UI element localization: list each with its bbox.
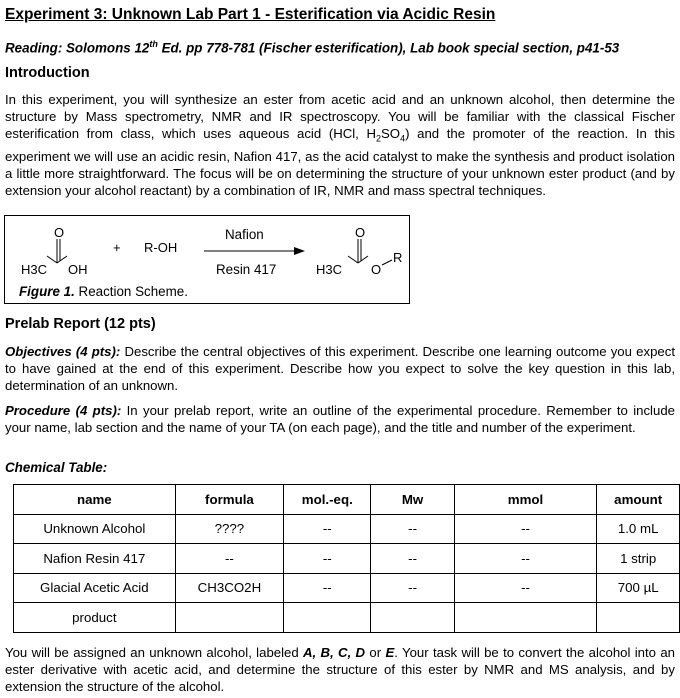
- column-header: Mw: [371, 485, 454, 515]
- table-cell: --: [175, 544, 283, 574]
- bond-line: [47, 256, 57, 263]
- column-header: name: [14, 485, 176, 515]
- atom-label: H3C: [21, 262, 48, 277]
- unknown-letters: A, B, C, D: [303, 645, 366, 660]
- column-header: mol.-eq.: [284, 485, 371, 515]
- table-cell: --: [454, 514, 597, 544]
- table-cell: 1 strip: [597, 544, 680, 574]
- reagent-roh: R-OH: [144, 240, 178, 255]
- table-cell: Nafion Resin 417: [14, 544, 176, 574]
- reading-superscript: th: [149, 39, 158, 49]
- table-row: [14, 603, 680, 633]
- reading-line: [5, 39, 619, 55]
- assignment-paragraph: You will be assigned an unknown alcohol, labeled A, B, C, D or E. Your task will be to convert the alcohol into an ester derivative with acetic acid, and determine the structure of this ester by NMR and MS analysis, and by extension the structure of the alcohol.: [5, 645, 675, 694]
- chemical-table: [13, 484, 680, 633]
- table-row: [14, 514, 680, 544]
- table-cell: --: [454, 573, 597, 603]
- figure-caption-text: Reaction Scheme.: [74, 284, 188, 299]
- table-cell: --: [284, 544, 371, 574]
- table-cell: --: [454, 544, 597, 574]
- table-cell: --: [371, 544, 454, 574]
- page-title: Experiment 3: Unknown Lab Part 1 - Esterification via Acidic Resin: [5, 6, 496, 23]
- catalyst-label-top: Nafion: [225, 227, 264, 242]
- table-cell: 700 µL: [597, 573, 680, 603]
- table-cell: ????: [175, 514, 283, 544]
- column-header: formula: [175, 485, 283, 515]
- unknown-letter-e: E: [385, 645, 395, 660]
- table-cell: product: [14, 603, 176, 633]
- column-header: mmol: [454, 485, 597, 515]
- table-row: [14, 573, 680, 603]
- introduction-heading: Introduction: [5, 65, 90, 81]
- table-cell: 1.0 mL: [597, 514, 680, 544]
- plus-sign: +: [113, 240, 121, 255]
- table-cell: [454, 603, 597, 633]
- table-cell: --: [284, 514, 371, 544]
- table-row: [14, 544, 680, 574]
- procedure-label: Procedure (4 pts):: [5, 403, 122, 418]
- table-cell: Glacial Acetic Acid: [14, 573, 176, 603]
- table-header-row: [14, 485, 680, 515]
- table-cell: --: [371, 514, 454, 544]
- reading-text-rest: Ed. pp 778-781 (Fischer esterification), Lab book special section, p41-53: [157, 40, 620, 56]
- atom-label: O: [54, 225, 65, 240]
- procedure-paragraph: Procedure (4 pts): In your prelab report, write an outline of the experimental procedure. Remember to include your name, lab section and the name of your TA (on each page), and the title and number of the experiment.: [5, 403, 675, 435]
- table-cell: [371, 603, 454, 633]
- table-cell: --: [371, 573, 454, 603]
- catalyst-label-bottom: Resin 417: [216, 262, 277, 277]
- reading-text: Reading: Solomons 12: [5, 40, 150, 56]
- objectives-paragraph: Objectives (4 pts): Describe the central objectives of this experiment. Describe one learning outcome you expect to have gained at the end of this experiment. Describe how you expect to solve the key question in this lab, determination of an unknown.: [5, 344, 675, 393]
- table-cell: [175, 603, 283, 633]
- atom-label: H3C: [316, 262, 343, 277]
- figure-caption: [19, 284, 188, 299]
- bond-line: [358, 256, 368, 263]
- introduction-paragraph: In this experiment, you will synthesize an ester from acetic acid and an unknown alcohol, then determine the structure by Mass spectrometry, NMR and IR spectroscopy. You will be familiar with the classical Fischer esterification from class, which uses aqueous acid (HCl, $H_2SO_4$) and the promoter of the reaction. In this experiment we will use an acidic resin, Nafion 417, as the acid catalyst to make the synthesis and product isolation a little more straightforward. The focus will be on determining the structure of your unknown ester product (and by extension your alcohol reactant) by a combination of IR, NMR and mass spectral techniques.: [5, 92, 675, 198]
- table-cell: [284, 603, 371, 633]
- atom-label: R: [393, 250, 403, 265]
- atom-label: OH: [68, 262, 88, 277]
- bond-line: [57, 256, 67, 263]
- table-cell: --: [284, 573, 371, 603]
- bond-line: [348, 256, 358, 263]
- bond-line: [382, 260, 392, 265]
- chemical-table-label: Chemical Table:: [5, 460, 108, 475]
- column-header: amount: [597, 485, 680, 515]
- objectives-label: Objectives (4 pts):: [5, 344, 121, 359]
- table-cell: [597, 603, 680, 633]
- arrow-head-icon: [294, 247, 305, 255]
- table-cell: Unknown Alcohol: [14, 514, 176, 544]
- table-cell: CH3CO2H: [175, 573, 283, 603]
- figure-caption-label: Figure 1.: [19, 284, 75, 299]
- prelab-heading: Prelab Report (12 pts): [5, 316, 156, 332]
- reaction-scheme-figure: [4, 215, 410, 304]
- atom-label: O: [355, 225, 366, 240]
- atom-label: O: [371, 262, 382, 277]
